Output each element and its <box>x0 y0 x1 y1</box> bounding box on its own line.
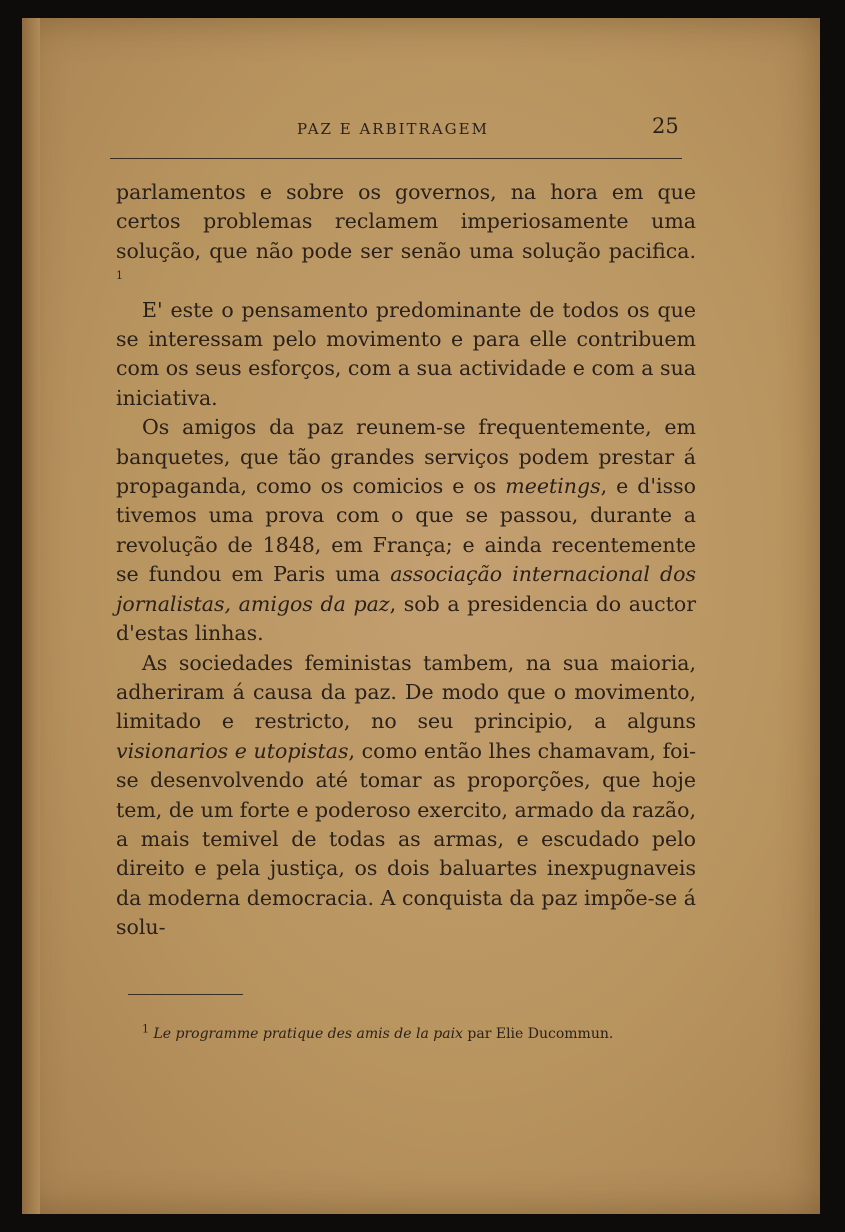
footnote: $^1$ Le programme pratique des amis de la paix par Elie Ducommun. <box>142 1022 614 1042</box>
body-text <box>116 178 696 943</box>
paragraph-4: As sociedades feministas tambem, na sua maioria, adheriram á causa da paz. De modo que o movimento, limitado e restricto, no seu principio, a alguns visionarios e utopistas, como então lhes chamavam, foi-se desenvolvendo até tomar as proporções, que hoje tem, de um forte e poderoso exercito, armado da razão, a mais temivel de todas as armas, e escudado pelo direito e pela justiça, os dois baluartes inexpugnaveis da moderna democracia. A conquista da paz impõe-se á solu- <box>116 650 696 940</box>
paragraph-2: E' este o pensamento predominante de todos os que se interessam pelo movimento e para elle contribuem com os seus esforços, com a sua actividade e com a sua iniciativa. <box>116 297 696 410</box>
paragraph-1: parlamentos e sobre os governos, na hora em que certos problemas reclamem imperiosamente uma solução, que não pode ser senão uma solução pacifica. $^1$ <box>116 180 696 283</box>
book-page <box>22 18 820 1214</box>
footnote-marker: 1 <box>142 1022 149 1036</box>
footnote-reference: 1 <box>116 269 123 283</box>
page-gutter <box>22 18 40 1214</box>
paragraph-3: Os amigos da paz reunem-se frequentemente, em banquetes, que tão grandes serviços podem prestar á propaganda, como os comicios e os meetings, e d'isso tivemos uma prova com o que se passou, durante a revolução de 1848, em França; e ainda recentemente se fundou em Paris uma associação internacional dos jornalistas, amigos da paz, sob a presidencia do auctor d'estas linhas. <box>116 415 696 646</box>
running-header <box>22 18 820 168</box>
page-number: 25 <box>652 114 679 138</box>
header-rule <box>110 158 682 159</box>
footnote-rule <box>128 994 243 995</box>
running-title: PAZ E ARBITRAGEM <box>297 120 489 138</box>
